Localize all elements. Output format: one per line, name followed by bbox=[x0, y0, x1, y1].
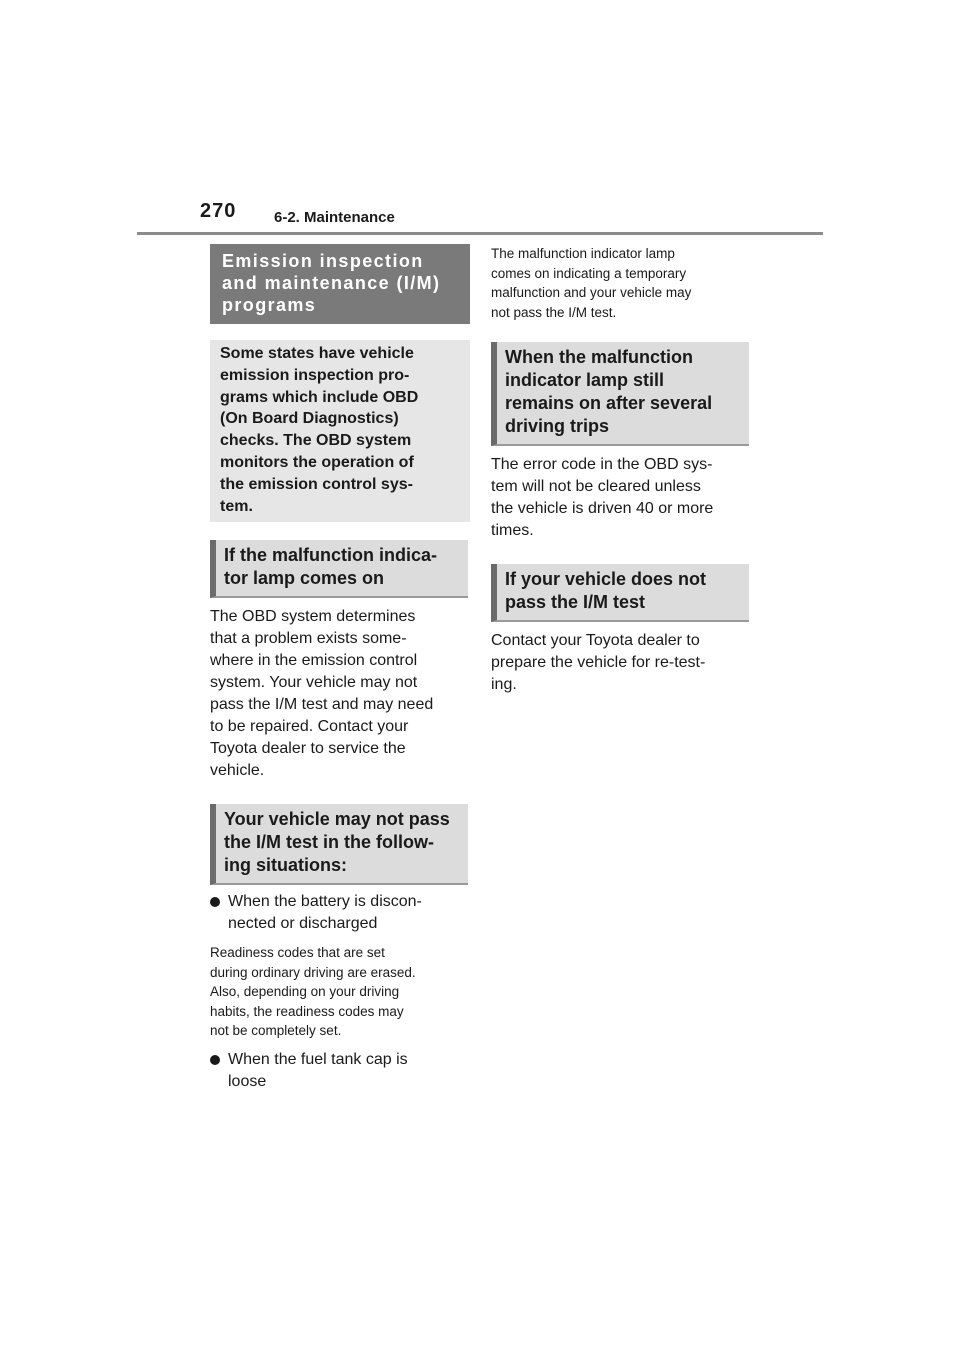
main-heading-line: Emission inspection bbox=[222, 251, 424, 271]
body-line: ing. bbox=[491, 676, 517, 693]
bullet-line: When the fuel tank cap is bbox=[228, 1050, 408, 1068]
not-pass-body bbox=[491, 630, 750, 696]
note-line: not be completely set. bbox=[210, 1023, 342, 1038]
summary-line: grams which include OBD bbox=[220, 388, 419, 406]
bullet-battery bbox=[210, 891, 470, 935]
body-line: that a problem exists some- bbox=[210, 630, 407, 647]
bullet-dot-icon bbox=[210, 1055, 220, 1065]
note-line: Also, depending on your driving bbox=[210, 984, 400, 999]
heading-line: driving trips bbox=[505, 416, 610, 436]
heading-line: remains on after several bbox=[505, 393, 713, 413]
heading-line: When the malfunction bbox=[505, 347, 693, 367]
bullet-line: loose bbox=[228, 1072, 267, 1090]
body-line: prepare the vehicle for re-test- bbox=[491, 654, 706, 671]
note-line: Readiness codes that are set bbox=[210, 945, 385, 960]
heading-line: the I/M test in the follow- bbox=[224, 832, 434, 852]
main-heading bbox=[210, 244, 470, 324]
summary-line: Some states have vehicle bbox=[220, 345, 414, 362]
bullet-dot-icon bbox=[210, 897, 220, 907]
heading-line: If the malfunction indica- bbox=[224, 545, 438, 565]
note-line: during ordinary driving are erased. bbox=[210, 964, 416, 980]
bullet-line: When the battery is discon- bbox=[228, 893, 422, 910]
left-column bbox=[210, 244, 470, 1093]
note-line: not pass the I/M test. bbox=[491, 304, 617, 320]
main-heading-line: and maintenance (I/M) bbox=[222, 273, 441, 293]
still-on-body bbox=[491, 454, 750, 542]
body-line: tem will not be cleared unless bbox=[491, 478, 701, 495]
note-line: malfunction and your vehicle may bbox=[491, 285, 692, 300]
temporary-note bbox=[491, 244, 750, 322]
summary-line: (On Board Diagnostics) bbox=[220, 410, 399, 428]
bullet-fuel-cap bbox=[210, 1049, 470, 1093]
heading-malfunction-lamp bbox=[210, 540, 468, 598]
heading-line: If your vehicle does not bbox=[505, 569, 707, 589]
readiness-note bbox=[210, 943, 470, 1041]
heading-line: pass the I/M test bbox=[505, 592, 646, 612]
summary-line: checks. The OBD system bbox=[220, 432, 412, 450]
body-line: Contact your Toyota dealer to bbox=[491, 632, 700, 649]
body-line: to be repaired. Contact your bbox=[210, 718, 409, 735]
summary-box bbox=[210, 340, 470, 522]
bullet-line: nected or discharged bbox=[228, 915, 378, 932]
summary-line: the emission control sys- bbox=[220, 475, 413, 493]
body-line: Toyota dealer to service the bbox=[210, 740, 406, 757]
note-line: comes on indicating a temporary bbox=[491, 265, 687, 281]
heading-does-not-pass bbox=[491, 564, 749, 622]
body-line: The error code in the OBD sys- bbox=[491, 456, 713, 473]
heading-line: indicator lamp still bbox=[505, 370, 665, 390]
heading-line: Your vehicle may not pass bbox=[224, 809, 450, 829]
page-number: 270 bbox=[200, 200, 237, 222]
main-heading-line: programs bbox=[222, 295, 317, 315]
body-line: where in the emission control bbox=[210, 652, 418, 669]
body-line: pass the I/M test and may need bbox=[210, 696, 434, 713]
section-title: 6-2. Maintenance bbox=[274, 209, 395, 226]
heading-may-not-pass bbox=[210, 804, 468, 885]
summary-line: tem. bbox=[220, 497, 253, 515]
note-line: habits, the readiness codes may bbox=[210, 1003, 404, 1019]
body-line: vehicle. bbox=[210, 762, 265, 779]
note-line: The malfunction indicator lamp bbox=[491, 246, 675, 261]
body-line: the vehicle is driven 40 or more bbox=[491, 500, 714, 517]
summary-line: monitors the operation of bbox=[220, 453, 414, 471]
summary-line: emission inspection pro- bbox=[220, 366, 410, 384]
body-line: times. bbox=[491, 522, 534, 539]
body-line: system. Your vehicle may not bbox=[210, 674, 418, 691]
body-line: The OBD system determines bbox=[210, 608, 416, 625]
malfunction-body bbox=[210, 606, 470, 782]
header-rule bbox=[137, 232, 823, 235]
heading-line: ing situations: bbox=[224, 855, 347, 875]
heading-line: tor lamp comes on bbox=[224, 568, 385, 588]
heading-lamp-still-on bbox=[491, 342, 749, 446]
right-column bbox=[491, 244, 750, 696]
